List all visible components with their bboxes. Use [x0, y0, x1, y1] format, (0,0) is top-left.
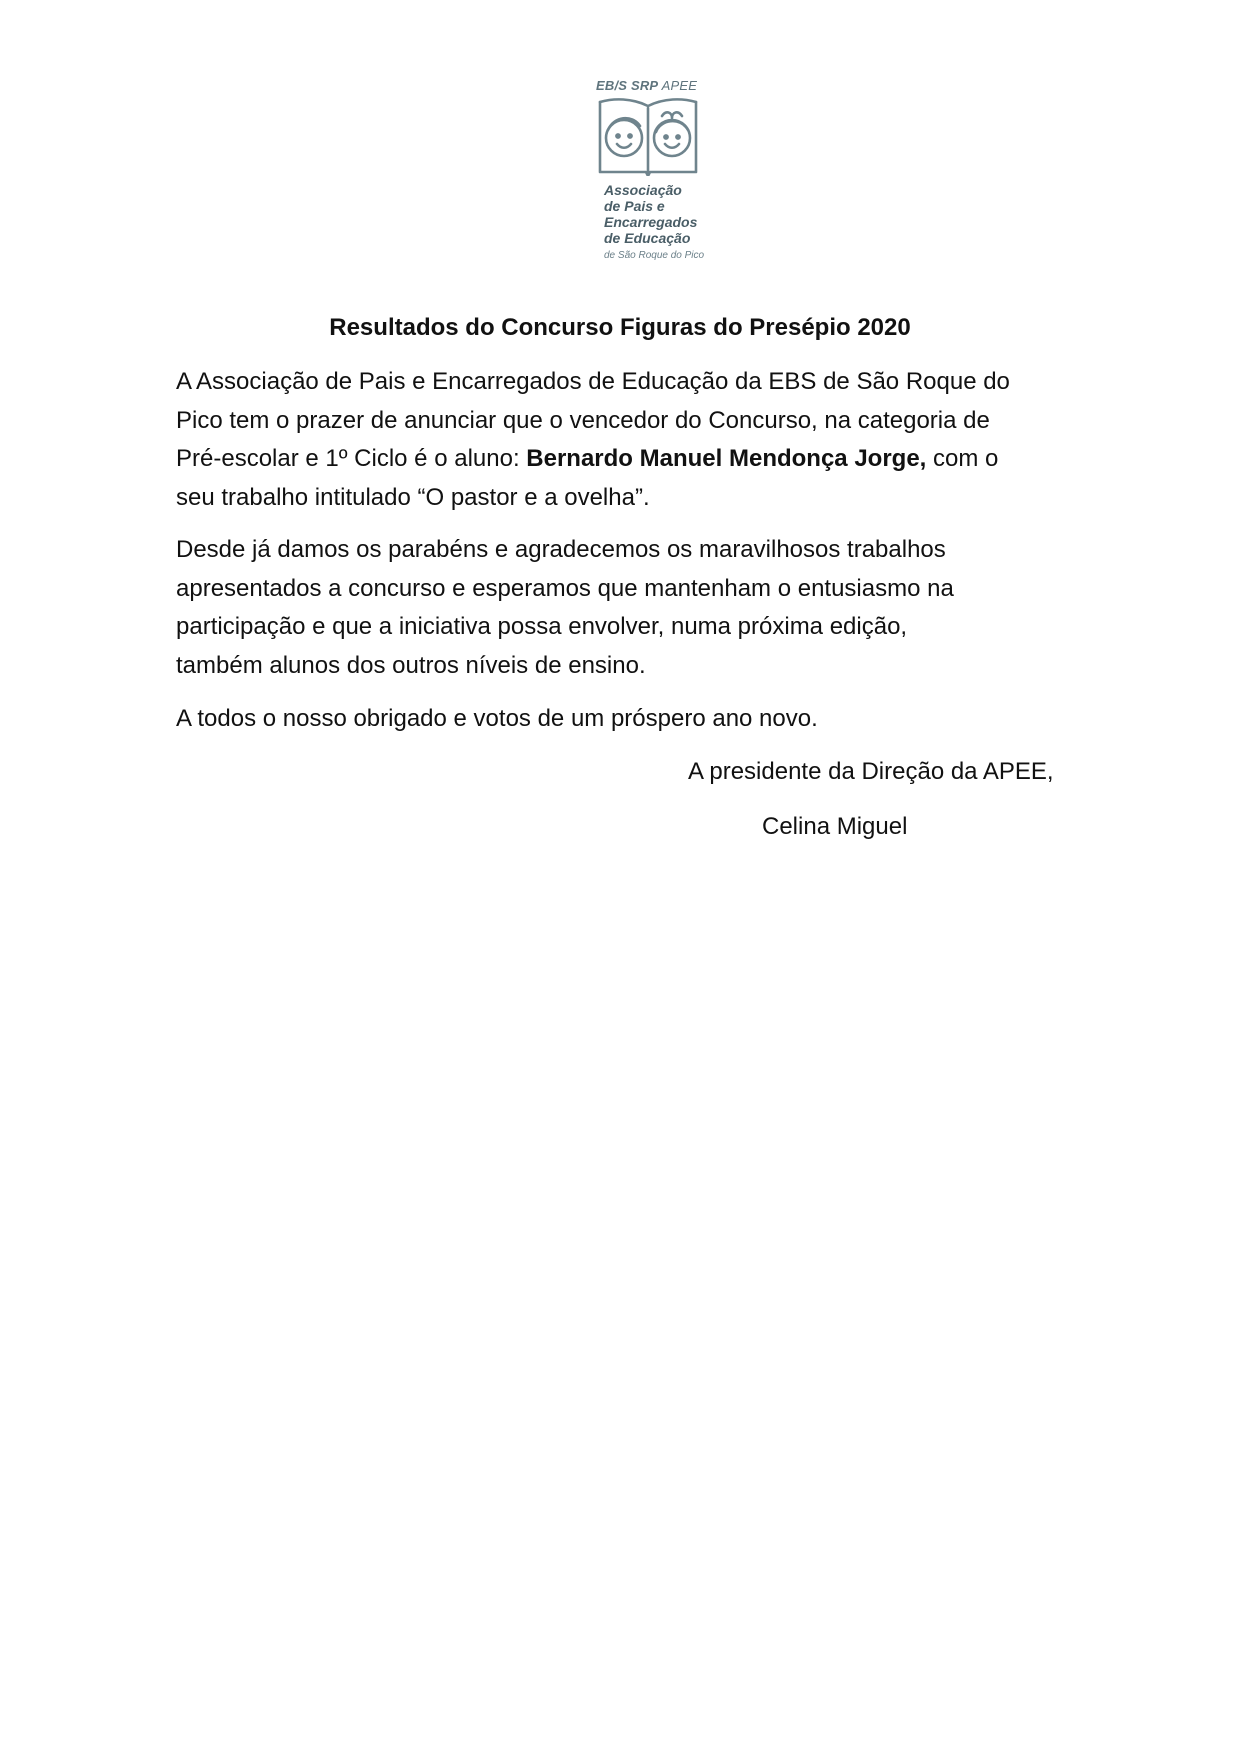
apee-logo [588, 78, 738, 268]
paragraph-line: também alunos dos outros níveis de ensino. [176, 651, 646, 679]
paragraph-line-start: Pré-escolar e 1º Ciclo é o aluno: [176, 445, 527, 472]
children-book-icon [596, 94, 700, 176]
logo-association-name [604, 182, 697, 246]
signature-role: A presidente da Direção da APEE, [688, 758, 1054, 785]
paragraph-line: apresentados a concurso e esperamos que mantenham o entusiasmo na [176, 574, 954, 602]
paragraph-line: Pico tem o prazer de anunciar que o vencedor do Concurso, na categoria de [176, 406, 990, 434]
closing-paragraph: A todos o nosso obrigado e votos de um próspero ano novo. [176, 705, 818, 732]
logo-name-line: Encarregados [604, 214, 698, 230]
logo-name-line: de Pais e [604, 198, 665, 214]
logo-subtitle: de São Roque do Pico [604, 250, 705, 261]
paragraph-line: seu trabalho intitulado “O pastor e a ovelha”. [176, 483, 650, 511]
logo-school-abbrev: EB/S SRP [596, 78, 659, 93]
winner-name: Bernardo Manuel Mendonça Jorge, [526, 445, 927, 472]
paragraph-line: Desde já damos os parabéns e agradecemos os maravilhosos trabalhos [176, 536, 946, 563]
logo-assoc-abbrev: APEE [661, 78, 698, 93]
logo-header [596, 78, 697, 93]
paragraph-line: A Associação de Pais e Encarregados de Educação da EBS de São Roque do [176, 368, 1010, 395]
paragraph-line: participação e que a iniciativa possa envolver, numa próxima edição, [176, 613, 908, 640]
thanks-paragraph [176, 531, 1096, 685]
logo-name-line: Associação [604, 182, 682, 198]
announcement-paragraph [176, 363, 1096, 517]
paragraph-line-end: com o [926, 445, 999, 472]
logo-name-line: de Educação [604, 230, 691, 246]
signature-name: Celina Miguel [762, 813, 908, 840]
document-title: Resultados do Concurso Figuras do Presépio 2020 [329, 314, 911, 341]
